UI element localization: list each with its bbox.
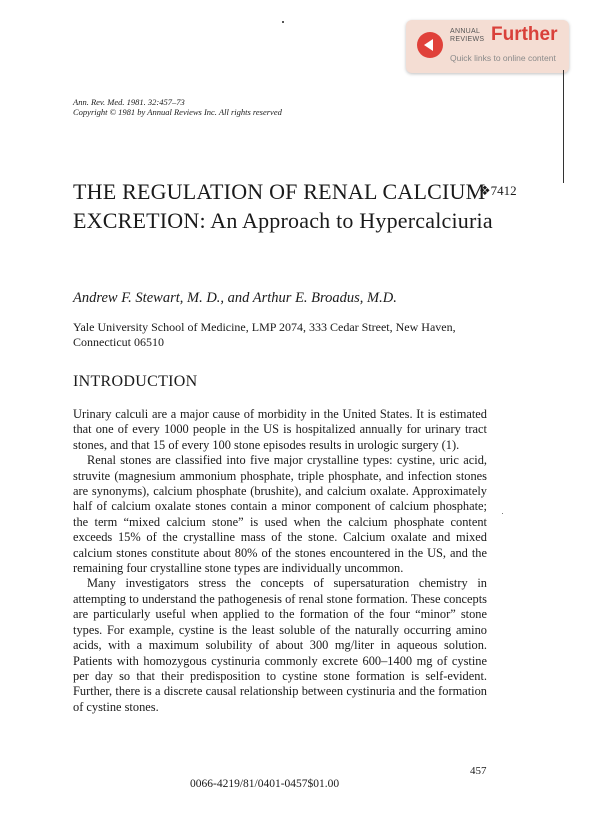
copyright-line: Copyright © 1981 by Annual Reviews Inc. All rights reserved: [73, 107, 282, 117]
margin-rule: [563, 70, 564, 183]
speck-mark: [502, 513, 503, 514]
article-identifier: 0066-4219/81/0401-0457$01.00: [190, 778, 340, 790]
speck-mark: [282, 21, 284, 23]
affiliation: Yale University School of Medicine, LMP 2074, 333 Cedar Street, New Haven, Connecticut 06510: [73, 320, 456, 349]
article-title: THE REGULATION OF RENAL CALCIUM EXCRETION: An Approach to Hypercalciuria: [73, 179, 493, 233]
play-arrow-icon: [417, 32, 443, 58]
article-code: ❖7412: [479, 183, 517, 198]
paragraph: Renal stones are classified into five major crystalline types: cystine, uric acid, struvite (magnesium ammonium phosphate, triple phosphate, and infection stones are synonyms), calcium phosphate (brushite), and calcium oxalate. Approximately half of calcium oxalate stones contain a minor component of calcium phosphate; the term “mixed calcium stone” is used when the calcium phosphate content exceeds 15% of the crystalline mass of the stone. Calcium oxalate and mixed calcium stones constitute about 80% of the stones encountered in the US, and the remaining four crystalline stone types are individually uncommon.: [73, 453, 487, 576]
badge-further-label: Further: [491, 24, 558, 45]
paragraph: Urinary calculi are a major cause of morbidity in the United States. It is estimated that one of every 1000 people in the US is hospitalized annually for urinary tract stones, and that 15 of every 100 stone episodes results in urologic surgery (1).: [73, 407, 487, 452]
badge-tagline: Quick links to online content: [450, 53, 556, 63]
badge-publisher-logo: ANNUAL REVIEWS: [450, 28, 485, 43]
annual-reviews-further-badge[interactable]: [406, 20, 569, 73]
page-number: 457: [470, 765, 487, 777]
section-heading: INTRODUCTION: [73, 373, 198, 390]
journal-citation: Ann. Rev. Med. 1981. 32:457–73: [73, 97, 185, 107]
author-line: Andrew F. Stewart, M. D., and Arthur E. Broadus, M.D.: [73, 290, 397, 306]
paragraph: Many investigators stress the concepts of supersaturation chemistry in attempting to understand the pathogenesis of renal stone formation. These concepts are particularly useful when applied to the formation of the four “minor” stone types. For example, cystine is the least soluble of the naturally occurring amino acids, with a maximum solubility of about 300 mg/liter in aqueous solution. Patients with homozygous cystinuria commonly excrete 600–1400 mg of cystine per day so that their predisposition to cystine stone formation is self-evident. Further, there is a discrete causal relationship between cystinuria and the formation of cystine stones.: [73, 576, 487, 714]
body-text: [73, 407, 487, 715]
